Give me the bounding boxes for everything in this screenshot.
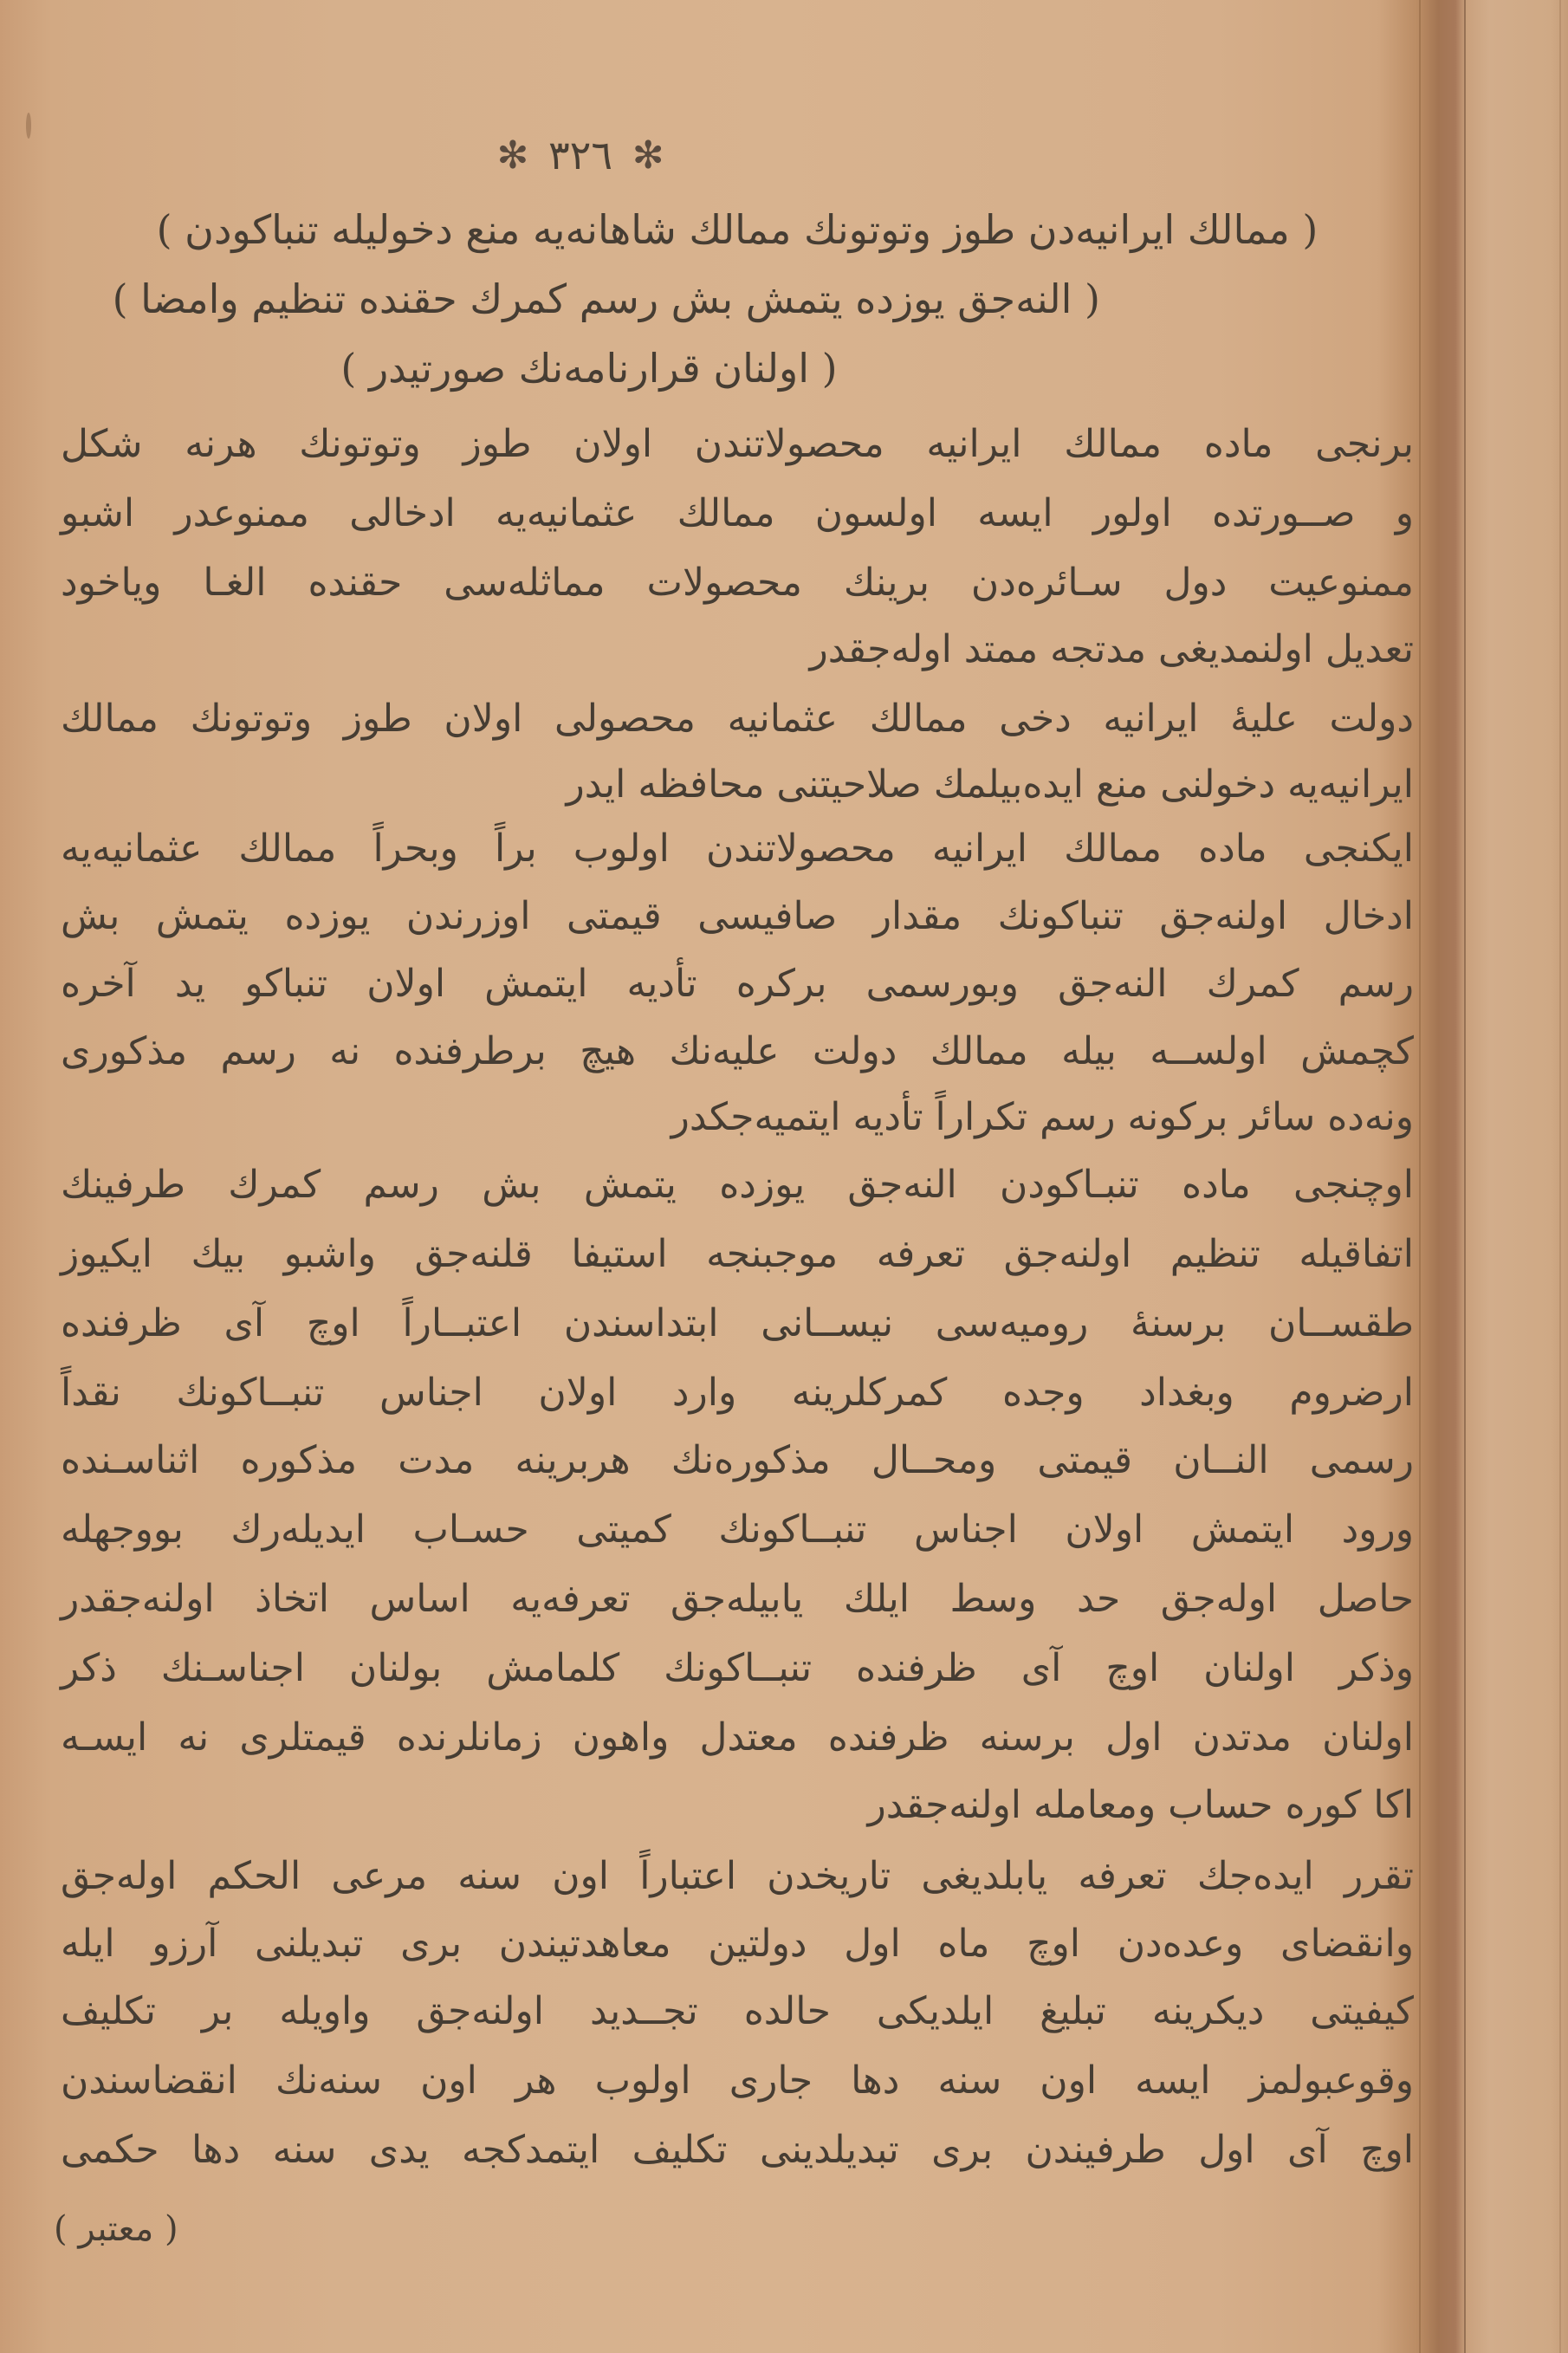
article-3-paragraph-2-line: تقرر ايده‌جك تعرفه يابلديغى تاريخدن اعتباراً اون سنه مرعى الحكم اوله‌جق [61, 1854, 1414, 1898]
catchword-continuation: ( معتبر ) [54, 2209, 178, 2249]
page-edge [1464, 0, 1466, 2353]
article-1-paragraph-2-line: ايرانيه‌يه دخولنى منع ايده‌بيلمك صلاحيتنى محافظه ايدر [566, 762, 1414, 807]
article-1-line: و صــورتده اولور ايسه اولسون ممالك عثمانيه‌يه ادخالى ممنوعدر اشبو [61, 491, 1414, 535]
article-2-line: كچمش اولســه بيله ممالك دولت عليه‌نك هيچ برطرفنده نه رسم مذكورى [61, 1029, 1414, 1073]
article-1-paragraph-2-line: دولت عليهٔ ايرانيه دخى ممالك عثمانيه محصولى اولان طوز وتوتونك ممالك [61, 697, 1414, 741]
star-ornament-icon: ✻ [632, 133, 664, 178]
article-3-line: اوچنجى ماده تنبـاكودن النه‌جق يوزده يتمش بش رسم كمرك طرفينك [61, 1163, 1414, 1207]
page-number-header [0, 128, 1161, 178]
article-3-line: طقســان برسنهٔ روميه‌سى نيســانى ابتداسندن اعتبــاراً اوچ آى ظرفنده [61, 1301, 1414, 1345]
article-2-line: ايكنجى ماده ممالك ايرانيه محصولاتندن اولوب براً وبحراً ممالك عثمانيه‌يه [61, 826, 1414, 871]
article-3-paragraph-2-line: اوچ آى اول طرفيندن برى تبديلدينى تكليف ايتمدكجه يدى سنه دها حكمى [61, 2128, 1414, 2172]
article-3-line: حاصل اوله‌جق حد وسط ايلك يابيله‌جق تعرفه‌يه اساس اتخاذ اولنه‌جقدر [61, 1577, 1414, 1621]
next-page-edge [1559, 0, 1561, 2353]
document-title-line-3: ( اولنان قرارنامه‌نك صورتيدر ) [340, 345, 838, 392]
article-3-line: وذكر اولنان اوچ آى ظرفنده تنبــاكونك كلمامش بولنان اجناسـنك ذكر [61, 1646, 1414, 1690]
page-number: ٣٢٦ [548, 132, 613, 178]
article-3-line: اولنان مدتدن اول برسنه ظرفنده معتدل واهون زمانلرنده قيمتلرى نه ايسـه [61, 1715, 1415, 1760]
article-3-line: اتفاقيله تنظيم اولنه‌جق تعرفه موجبنجه استيفا قلنه‌جق واشبو بيك ايكيوز [61, 1232, 1414, 1276]
article-2-line: ادخال اولنه‌جق تنباكونك مقدار صافيسى قيمتى اوزرندن يوزده يتمش بش [61, 894, 1414, 938]
article-2-line: رسم كمرك النه‌جق وبورسمى بركره تأديه ايتمش اولان تنباكو يد آخره [61, 962, 1414, 1006]
article-1-line: ممنوعيت دول سـائره‌دن برينك محصولات مماثله‌سى حقنده الغـا وياخود [61, 561, 1414, 605]
article-3-line: ارضروم وبغداد وجده كمركلرينه وارد اولان اجناس تنبــاكونك نقداً [61, 1371, 1414, 1415]
article-3-line: اكا كوره حساب ومعامله اولنه‌جقدر [867, 1783, 1414, 1827]
article-3-paragraph-2-line: كيفيتى ديكرينه تبليغ ايلديكى حالده تجــديد اولنه‌جق واويله بر تكليف [61, 1989, 1414, 2033]
star-ornament-icon: ✻ [496, 133, 529, 178]
page-fold-shadow [1419, 0, 1421, 2353]
article-3-line: ورود ايتمش اولان اجناس تنبــاكونك كميتى حسـاب ايديله‌رك بووجهله [61, 1507, 1414, 1552]
document-title-line-1: ( ممالك ايرانيه‌دن طوز وتوتونك ممالك شاهانه‌يه منع دخوليله تنباكودن ) [156, 206, 1319, 253]
document-title-line-2: ( النه‌جق يوزده يتمش بش رسم كمرك حقنده تنظيم وامضا ) [112, 275, 1100, 322]
article-3-paragraph-2-line: وانقضاى وعده‌دن اوچ ماه اول دولتين معاهدتيندن برى تبديلنى آرزو ايله [61, 1922, 1414, 1966]
article-1-line: برنجى ماده ممالك ايرانيه محصولاتندن اولان طوز وتوتونك هرنه شكل [61, 422, 1414, 466]
article-2-line: ونه‌ده سائر بركونه رسم تكراراً تأديه ايتميه‌جكدر [671, 1095, 1414, 1139]
article-3-paragraph-2-line: وقوعبولمز ايسه اون سنه دها جارى اولوب هر اون سنه‌نك انقضاسندن [61, 2058, 1414, 2103]
article-1-line: تعديل اولنمديغى مدتجه ممتد اوله‌جقدر [809, 627, 1414, 671]
article-3-line: رسمى النــان قيمتى ومحــال مذكوره‌نك هربرينه مدت مذكوره اثناسـنده [61, 1438, 1414, 1482]
